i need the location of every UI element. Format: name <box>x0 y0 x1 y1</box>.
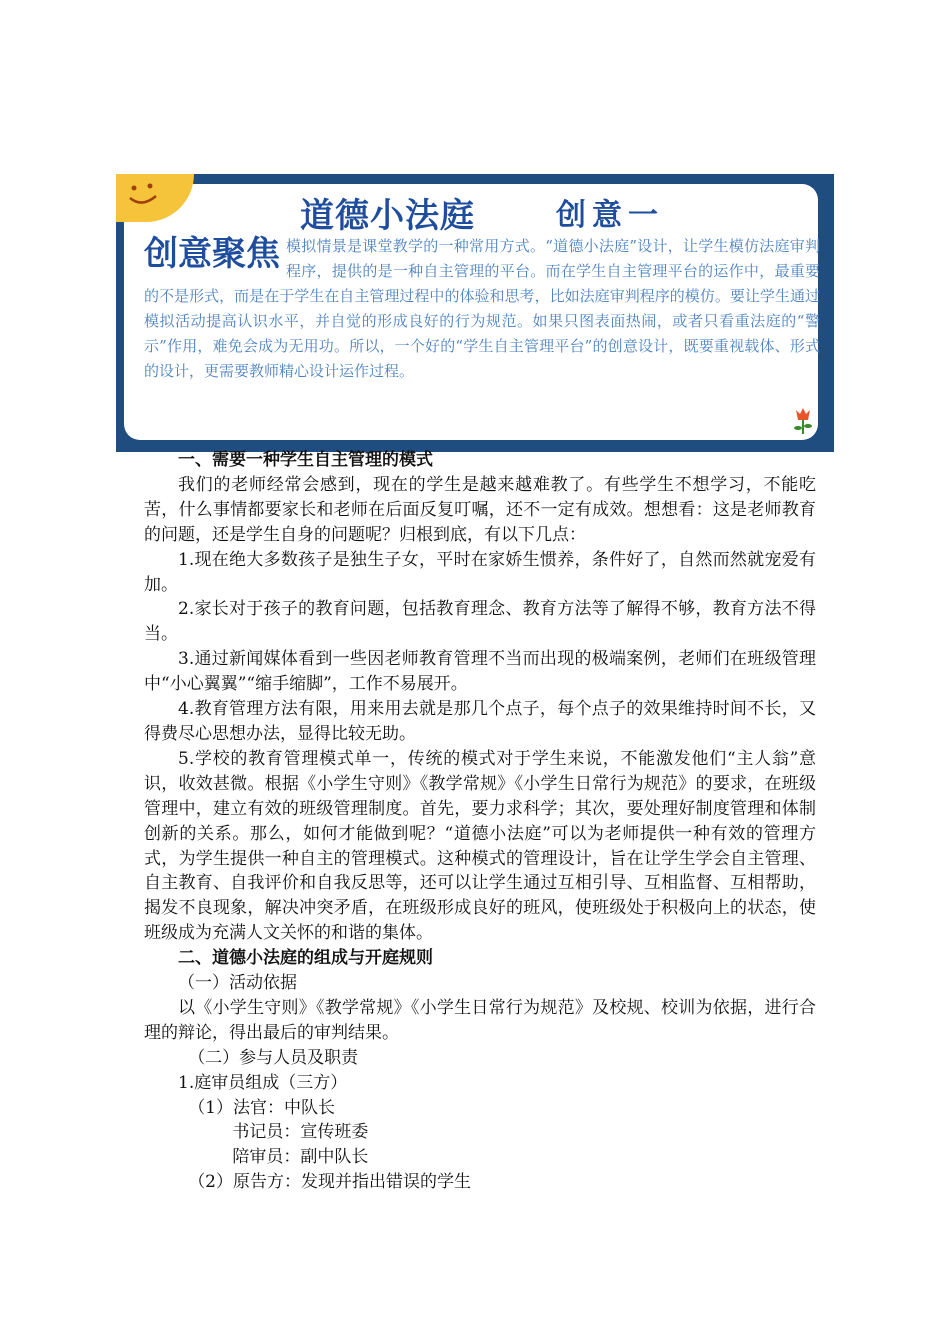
section-1-point-1: 1.现在绝大多数孩子是独生子女，平时在家娇生惯养，条件好了，自然而然就宠爱有加。 <box>144 549 816 595</box>
section-1-heading: 一、需要一种学生自主管理的模式 <box>178 450 433 470</box>
banner-subtitle: 创意一 <box>556 198 664 233</box>
section-2-heading: 二、道德小法庭的组成与开庭规则 <box>178 948 433 969</box>
smiling-sun-icon <box>116 174 194 222</box>
focus-paragraph: 模拟情景是课堂教学的一种常用方式。“道德小法庭”设计，让学生模仿法庭审判程序，提供的是一种自主管理的平台。而在学生自主管理平台的运作中，最重要的不是形式，而是在于学生在自主管理过程中的体验和思考，比如法庭审判程序的模仿。要让学生通过模拟活动提高认识水平，并自觉的形成良好的行为规范。如果只图表面热闹，或者只看重法庭的“警示”作用，难免会成为无用功。所以，一个好的“学生自主管理平台”的创意设计，既要重视载体、形式的设计，更需要教师精心设计运作过程。 <box>144 237 820 380</box>
banner-panel <box>124 184 818 440</box>
item-1: 1.庭审员组成（三方） <box>178 1072 348 1093</box>
role-1-juror: 陪审员：副中队长 <box>232 1147 369 1168</box>
subsection-1-text: 以《小学生守则》《教学常规》《小学生日常行为规范》及校规、校训为依据，进行合理的辩论，得出最后的审判结果。 <box>144 997 816 1043</box>
role-2: （2）原告方：发现并指出错误的学生 <box>188 1172 472 1193</box>
section-1-point-5: 5.学校的教育管理模式单一，传统的模式对于学生来说，不能激发他们“主人翁”意识，收效甚微。根据《小学生守则》《教学常规》《小学生日常行为规范》的要求，在班级管理中，建立有效的班级管理制度。首先，要力求科学；其次，要处理好制度管理和体制创新的关系。那么，如何才能做到呢？“道德小法庭”可以为老师提供一种有效的管理方式，为学生提供一种自主的管理模式。这种模式的管理设计，旨在让学生学会自主管理、自主教育、自我评价和自我反思等，还可以让学生通过互相引导、互相监督、互相帮助，揭发不良现象，解决冲突矛盾，在班级形成良好的班风，使班级处于积极向上的状态，使班级成为充满人文关怀的和谐的集体。 <box>144 748 816 944</box>
focus-label: 创意聚焦 <box>144 234 280 274</box>
role-1-clerk: 书记员：宣传班委 <box>232 1122 369 1143</box>
banner-title: 道德小法庭 <box>300 196 475 236</box>
subsection-1-title: （一）活动依据 <box>178 973 297 994</box>
section-1-point-3: 3.通过新闻媒体看到一些因老师教育管理不当而出现的极端案例，老师们在班级管理中“小心翼翼”“缩手缩脚”，工作不易展开。 <box>144 649 816 695</box>
banner <box>116 174 834 452</box>
section-1-point-4: 4.教育管理方法有限，用来用去就是那几个点子，每个点子的效果维持时间不长，又得费尽心思想办法，显得比较无助。 <box>144 699 816 744</box>
section-1-point-2: 2.家长对于孩子的教育问题，包括教育理念、教育方法等了解得不够，教育方法不得当。 <box>144 599 816 645</box>
flower-icon <box>792 406 814 436</box>
section-1-intro: 我们的老师经常会感到，现在的学生是越来越难教了。有些学生不想学习，不能吃苦，什么事情都要家长和老师在后面反复叮嘱，还不一定有成效。想想看：这是老师教育的问题，还是学生自身的问题呢？归根到底，有以下几点： <box>144 474 816 545</box>
document-body <box>144 448 816 1195</box>
subsection-2-title: （二）参与人员及职责 <box>188 1047 359 1068</box>
role-1: （1）法官：中队长 <box>188 1097 336 1118</box>
focus-section <box>144 234 820 384</box>
